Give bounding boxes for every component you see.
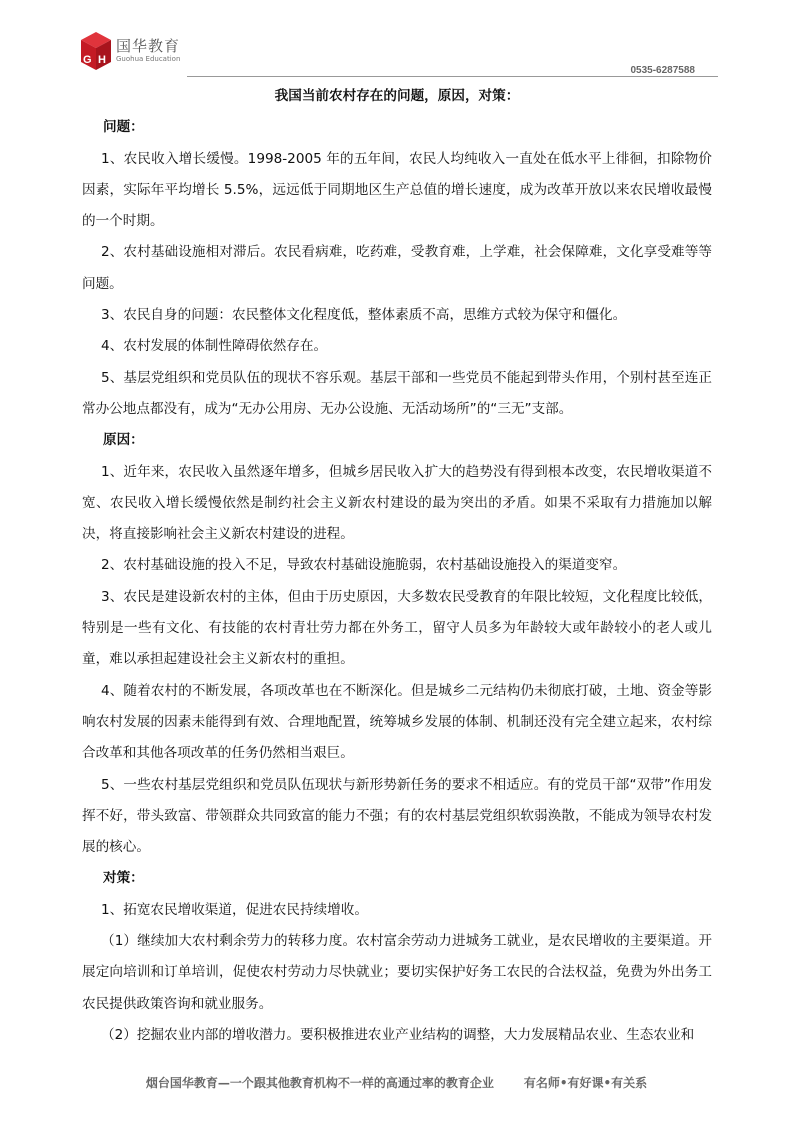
svg-text:H: H (98, 54, 106, 66)
paragraph: 2、农村基础设施的投入不足，导致农村基础设施脆弱，农村基础设施投入的渠道变窄。 (101, 557, 627, 574)
header-divider (187, 76, 718, 77)
logo-cube-icon (80, 31, 112, 71)
svg-text:G: G (83, 54, 92, 66)
company-logo (80, 31, 180, 71)
section-heading-causes: 原因： (103, 432, 144, 449)
section-heading-problems: 问题： (103, 119, 144, 136)
paragraph: 1、拓宽农民增收渠道，促进农民持续增收。 (101, 901, 368, 918)
footer-tagline: 有名师•有好课•有关系 (523, 1076, 648, 1090)
header-phone: 0535-6287588 (630, 65, 695, 76)
paragraph: 4、随着农村的不断发展，各项改革也在不断深化。但是城乡二元结构仍未彻底打破，土地、资金等影响农村发展的因素未能得到有效、合理地配置，统筹城乡发展的体制、机制还没有完全建立起来，农村综合改革和其他各项改革的任务仍然相当艰巨。 (82, 682, 712, 762)
document-body (82, 81, 712, 1051)
paragraph: 2、农村基础设施相对滞后。农民看病难，吃药难，受教育难，上学难，社会保障难，文化享受难等等问题。 (82, 244, 712, 292)
section-heading-countermeasures: 对策： (103, 870, 144, 887)
page-footer (0, 1074, 793, 1091)
paragraph: 5、一些农村基层党组织和党员队伍现状与新形势新任务的要求不相适应。有的党员干部“双带”作用发挥不好，带头致富、带领群众共同致富的能力不强；有的农村基层党组织软弱涣散，不能成为领导农村发展的核心。 (82, 776, 712, 856)
logo-english-name: Guohua Education (116, 55, 181, 63)
paragraph: （1）继续加大农村剩余劳力的转移力度。农村富余劳动力进城务工就业，是农民增收的主要渠道。开展定向培训和订单培训，促使农村劳动力尽快就业；要切实保护好务工农民的合法权益，免费为外出务工农民提供政策咨询和就业服务。 (82, 933, 712, 1012)
paragraph: 1、近年来，农民收入虽然逐年增多，但城乡居民收入扩大的趋势没有得到根本改变，农民增收渠道不宽、农民收入增长缓慢依然是制约社会主义新农村建设的最为突出的矛盾。如果不采取有力措施加以解决，将直接影响社会主义新农村建设的进程。 (82, 463, 712, 543)
paragraph: 1、农民收入增长缓慢。1998-2005 年的五年间，农民人均纯收入一直处在低水平上徘徊，扣除物价因素，实际年平均增长 5.5%，远远低于同期地区生产总值的增长速度，成为改革开放以来农民增收最慢的一个时期。 (82, 150, 712, 230)
logo-chinese-name: 国华教育 (116, 37, 181, 55)
footer-slogan: 烟台国华教育—一个跟其他教育机构不一样的高通过率的教育企业 (145, 1076, 494, 1090)
paragraph: 4、农村发展的体制性障碍依然存在。 (101, 338, 328, 355)
paragraph: 3、农民是建设新农村的主体，但由于历史原因，大多数农民受教育的年限比较短，文化程度比较低，特别是一些有文化、有技能的农村青壮劳力都在外务工，留守人员多为年龄较大或年龄较小的老人或儿童，难以承担起建设社会主义新农村的重担。 (82, 588, 712, 668)
document-title: 我国当前农村存在的问题，原因，对策： (274, 88, 520, 104)
paragraph: 5、基层党组织和党员队伍的现状不容乐观。基层干部和一些党员不能起到带头作用，个别村甚至连正常办公地点都没有，成为“无办公用房、无办公设施、无活动场所”的“三无”支部。 (82, 369, 712, 417)
paragraph: 3、农民自身的问题：农民整体文化程度低，整体素质不高，思维方式较为保守和僵化。 (101, 307, 627, 324)
paragraph: （2）挖掘农业内部的增收潜力。要积极推进农业产业结构的调整，大力发展精品农业、生态农业和 (101, 1026, 695, 1043)
